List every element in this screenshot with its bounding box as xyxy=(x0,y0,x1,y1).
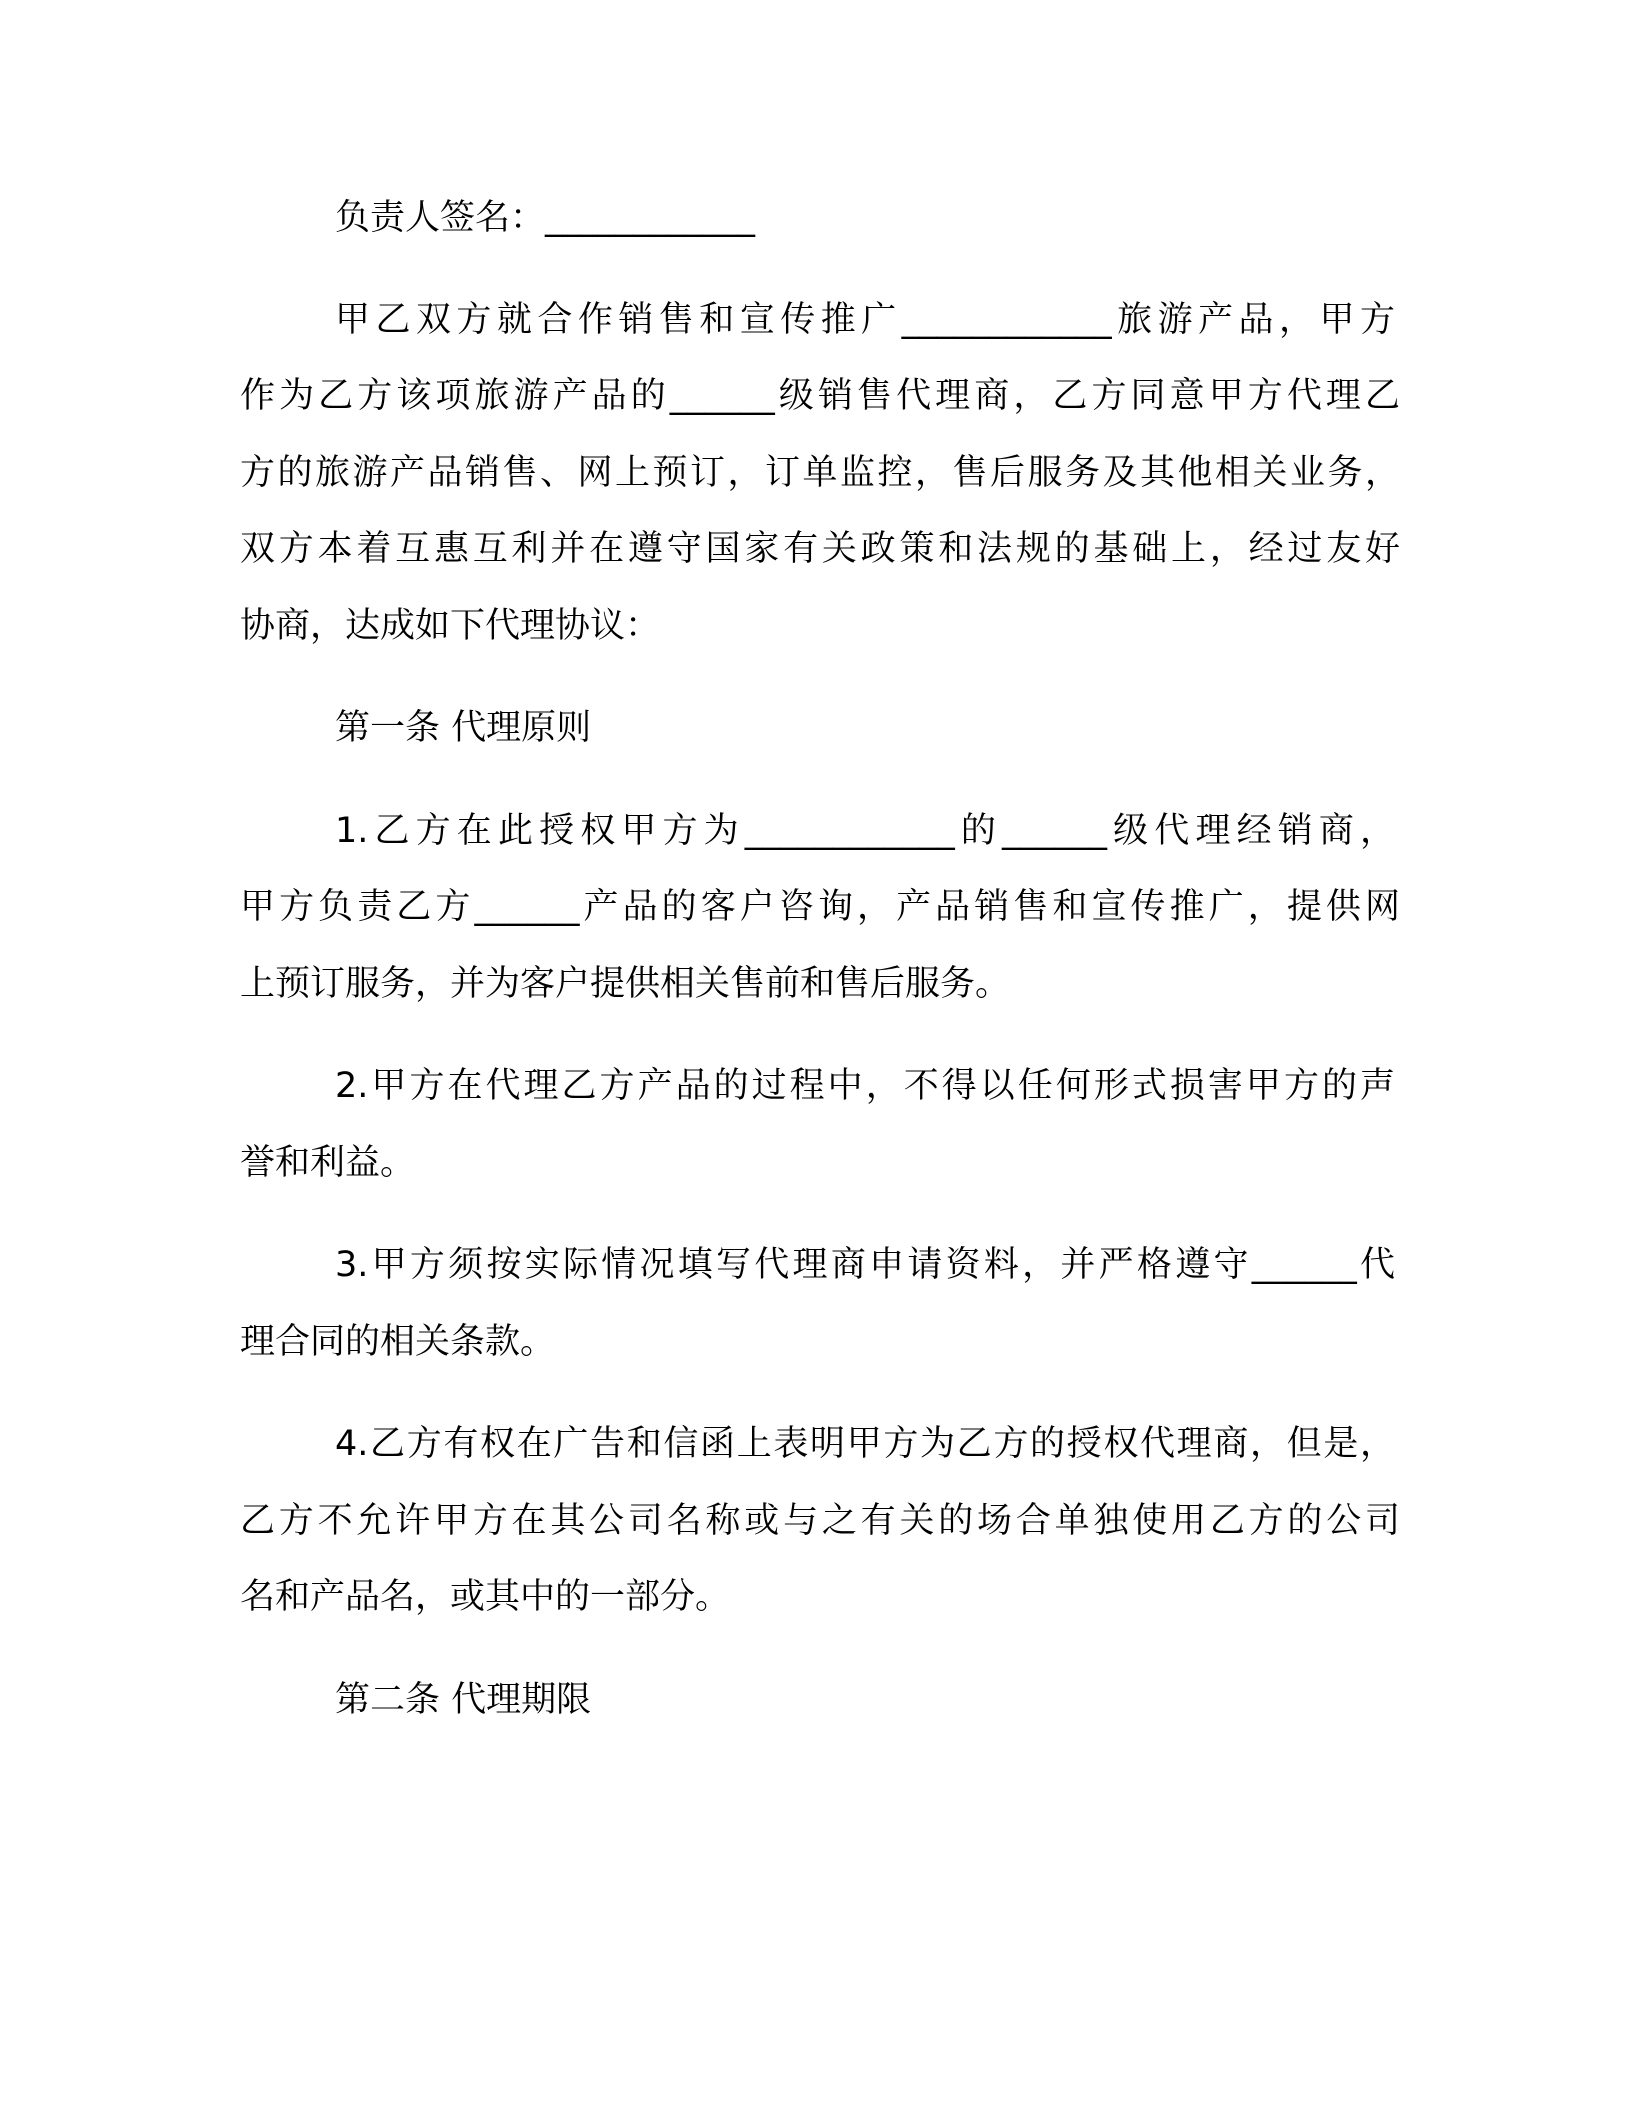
intro-paragraph-line-4: 双方本着互惠互利并在遵守国家有关政策和法规的基础上，经过友好 xyxy=(240,529,1400,569)
clause-1-line-1: 1.乙方在此授权甲方为____________的______级代理经销商， xyxy=(335,811,1395,851)
clause-3-line-1: 3.甲方须按实际情况填写代理商申请资料，并严格遵守______代 xyxy=(335,1245,1395,1285)
clause-2-line-2: 誉和利益。 xyxy=(240,1143,416,1183)
intro-paragraph-line-2: 作为乙方该项旅游产品的______级销售代理商，乙方同意甲方代理乙 xyxy=(240,376,1400,416)
article-2-heading: 第二条 代理期限 xyxy=(335,1680,592,1720)
clause-4-line-1: 4.乙方有权在广告和信函上表明甲方为乙方的授权代理商，但是， xyxy=(335,1424,1395,1464)
intro-paragraph-line-1: 甲乙双方就合作销售和宣传推广____________旅游产品，甲方 xyxy=(335,300,1395,340)
clause-1-line-2: 甲方负责乙方______产品的客户咨询，产品销售和宣传推广，提供网 xyxy=(240,887,1400,927)
clause-1-line-3: 上预订服务，并为客户提供相关售前和售后服务。 xyxy=(240,964,1011,1004)
signature-line: 负责人签名：____________ xyxy=(335,198,756,238)
intro-paragraph-line-3: 方的旅游产品销售、网上预订，订单监控，售后服务及其他相关业务， xyxy=(240,453,1400,493)
clause-4-line-3: 名和产品名，或其中的一部分。 xyxy=(240,1577,731,1617)
clause-2-line-1: 2.甲方在代理乙方产品的过程中，不得以任何形式损害甲方的声 xyxy=(335,1066,1395,1106)
intro-paragraph-line-5: 协商，达成如下代理协议： xyxy=(240,606,661,646)
clause-4-line-2: 乙方不允许甲方在其公司名称或与之有关的场合单独使用乙方的公司 xyxy=(240,1501,1400,1541)
clause-3-line-2: 理合同的相关条款。 xyxy=(240,1322,556,1362)
article-1-heading: 第一条 代理原则 xyxy=(335,708,592,748)
